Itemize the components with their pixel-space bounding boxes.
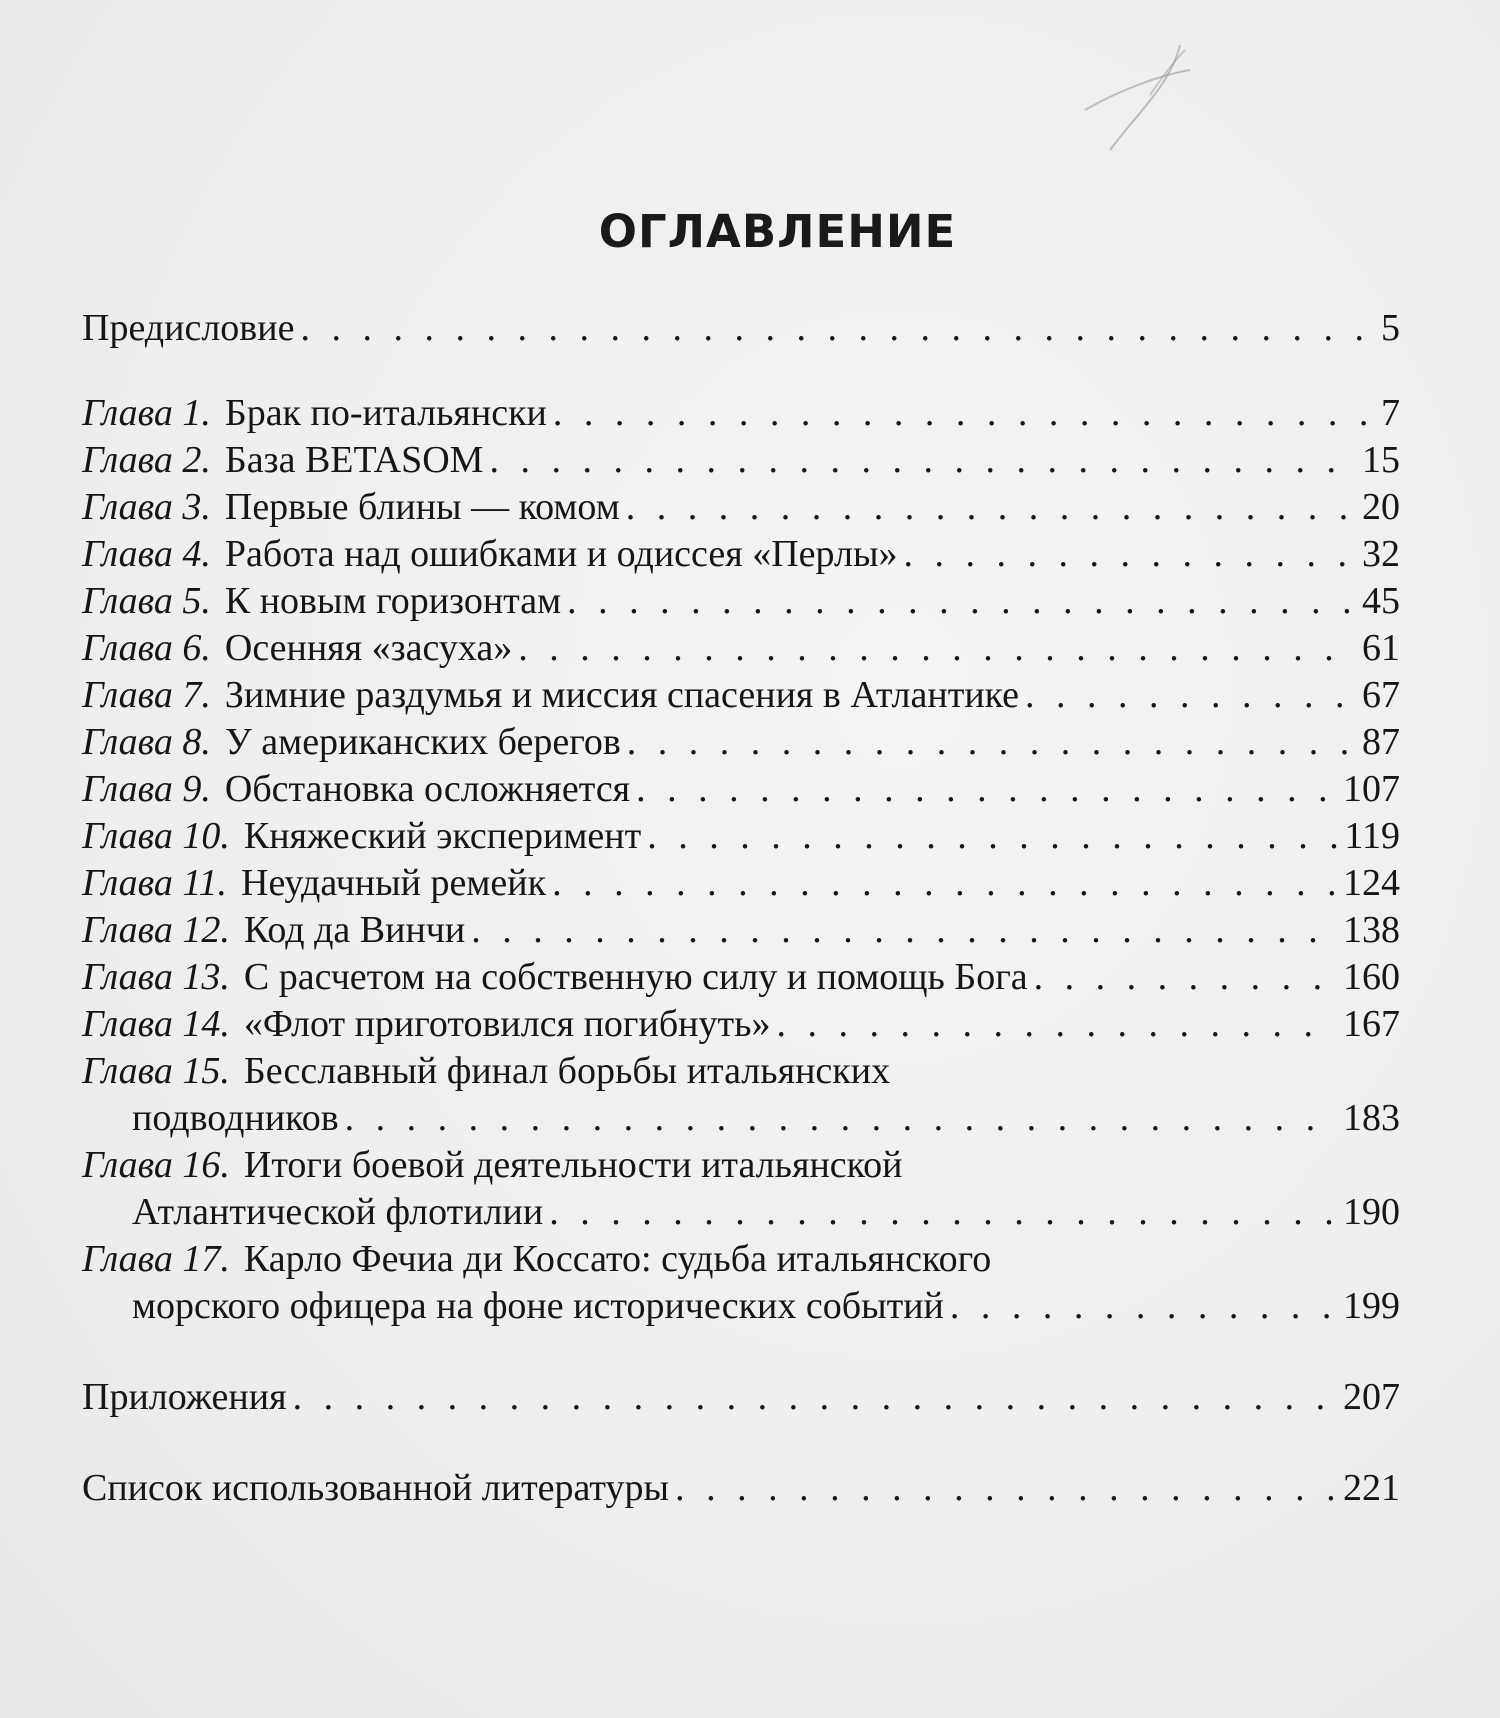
toc-page-number: 199 [1343,1285,1400,1327]
toc-entry-title: Княжеский эксперимент [243,815,642,857]
toc-page-number: 190 [1343,1191,1400,1233]
toc-entry[interactable] [82,860,1400,907]
chapter-prefix: Глава 6. [82,627,211,669]
toc-entry[interactable] [82,1236,1400,1330]
chapter-prefix: Глава 15. [82,1050,230,1092]
toc-entry-title: Брак по-итальянски [224,392,547,434]
toc-line-continuation [82,1189,1400,1236]
toc-entry-title: База BETASOM [224,439,484,481]
dot-leader [345,1095,1337,1142]
toc-entry[interactable] [82,954,1400,1001]
toc-page-number: 167 [1343,1003,1400,1045]
toc-page-number: 107 [1343,768,1400,810]
toc-entry-title: Предисловие [82,307,295,349]
toc-line [82,578,1400,625]
toc-page-number: 20 [1362,486,1400,528]
dot-leader [1025,672,1356,719]
toc-entry-title: У американских берегов [224,721,621,763]
toc-entry-title: Работа над ошибками и одиссея «Перлы» [224,533,898,575]
toc-entry-title: Зимние раздумья и миссия спасения в Атлантике [224,674,1020,716]
chapter-prefix: Глава 14. [82,1003,230,1045]
toc-line [82,1001,1400,1048]
dot-leader [1034,954,1337,1001]
chapter-prefix: Глава 5. [82,580,211,622]
toc-entry[interactable] [82,484,1400,531]
toc-page-number: 32 [1362,533,1400,575]
dot-leader [776,1001,1337,1048]
toc-entry[interactable] [82,390,1400,437]
toc-line [82,813,1400,860]
toc-entry-title: Карло Фечиа ди Коссато: судьба итальянского [243,1238,992,1280]
toc-entry-title: К новым горизонтам [224,580,562,622]
toc-line-continuation [82,1095,1400,1142]
toc-entry-title: Список использованной литературы [82,1467,670,1509]
toc-page-number: 67 [1362,674,1400,716]
toc-line [82,1374,1400,1421]
toc-page-number: 221 [1343,1467,1400,1509]
toc-entry-title: «Флот приготовился погибнуть» [243,1003,771,1045]
toc-entry[interactable] [82,1374,1400,1421]
dot-leader [567,578,1356,625]
toc-entry[interactable] [82,1001,1400,1048]
toc-entry[interactable] [82,1142,1400,1236]
chapter-prefix: Глава 8. [82,721,211,763]
chapter-prefix: Глава 2. [82,439,211,481]
chapter-prefix: Глава 3. [82,486,211,528]
toc-line [82,531,1400,578]
toc-line [82,1236,1400,1283]
toc-entry-title: Обстановка осложняется [224,768,631,810]
toc-entry-title-continued: морского офицера на фоне исторических событий [132,1285,944,1327]
toc-entry[interactable] [82,531,1400,578]
toc-entry[interactable] [82,305,1400,352]
toc-page-number: 119 [1344,815,1400,857]
dot-leader [489,437,1356,484]
toc-line [82,437,1400,484]
dot-leader [300,305,1375,352]
toc-entry-title: Первые блины — комом [224,486,620,528]
chapter-prefix: Глава 12. [82,909,230,951]
chapter-prefix: Глава 4. [82,533,211,575]
toc-line [82,1465,1400,1512]
toc-line [82,672,1400,719]
dot-leader [636,766,1337,813]
toc-entry[interactable] [82,719,1400,766]
chapter-prefix: Глава 13. [82,956,230,998]
dot-leader [626,484,1356,531]
toc-line [82,1142,1400,1189]
toc-entry-title: Бесславный финал борьбы итальянских [243,1050,891,1092]
toc-line-continuation [82,1283,1400,1330]
toc-entry-title-continued: подводников [132,1097,339,1139]
toc-line [82,954,1400,1001]
chapter-prefix: Глава 16. [82,1144,230,1186]
toc-page-number: 7 [1381,392,1400,434]
toc-entry[interactable] [82,766,1400,813]
toc-line [82,625,1400,672]
dot-leader [293,1374,1337,1421]
toc-line [82,860,1400,907]
toc-entry[interactable] [82,907,1400,954]
dot-leader [904,531,1356,578]
toc-entry[interactable] [82,813,1400,860]
toc-line [82,719,1400,766]
toc-page-number: 45 [1362,580,1400,622]
toc-entry-title: С расчетом на собственную силу и помощь Бога [243,956,1028,998]
dot-leader [471,907,1337,954]
dot-leader [675,1465,1337,1512]
toc-line [82,305,1400,352]
dot-leader [553,390,1375,437]
toc-page-number: 160 [1343,956,1400,998]
toc-page-number: 138 [1343,909,1400,951]
toc-entry-title: Итоги боевой деятельности итальянской [243,1144,903,1186]
dot-leader [627,719,1356,766]
chapter-prefix: Глава 9. [82,768,211,810]
toc-entry[interactable] [82,625,1400,672]
toc-line [82,484,1400,531]
chapter-prefix: Глава 17. [82,1238,230,1280]
dot-leader [518,625,1356,672]
toc-entry[interactable] [82,1465,1400,1512]
dot-leader [950,1283,1337,1330]
toc-page-number: 15 [1362,439,1400,481]
toc-entry-title: Приложения [82,1376,287,1418]
toc-page-number: 5 [1381,307,1400,349]
section-spacer [82,352,1400,390]
table-of-contents [82,305,1400,1512]
toc-entry[interactable] [82,1048,1400,1142]
toc-page-number: 124 [1343,862,1400,904]
page-title: ОГЛАВЛЕНИЕ [598,205,957,258]
toc-page-number: 183 [1343,1097,1400,1139]
dot-leader [647,813,1338,860]
toc-line [82,907,1400,954]
toc-entry-title: Код да Винчи [243,909,466,951]
toc-entry[interactable] [82,672,1400,719]
toc-entry-title: Неудачный ремейк [241,862,547,904]
section-spacer [82,1330,1400,1374]
toc-page-number: 207 [1343,1376,1400,1418]
chapter-prefix: Глава 1. [82,392,211,434]
chapter-prefix: Глава 10. [82,815,230,857]
chapter-prefix: Глава 7. [82,674,211,716]
toc-page-number: 61 [1362,627,1400,669]
toc-page-number: 87 [1362,721,1400,763]
dot-leader [549,1189,1337,1236]
chapter-prefix: Глава 11. [82,862,228,904]
section-spacer [82,1421,1400,1465]
toc-entry-title: Осенняя «засуха» [224,627,513,669]
toc-entry[interactable] [82,578,1400,625]
toc-line [82,1048,1400,1095]
toc-entry-title-continued: Атлантической флотилии [132,1191,544,1233]
toc-entry[interactable] [82,437,1400,484]
toc-line [82,390,1400,437]
dot-leader [552,860,1337,907]
toc-line [82,766,1400,813]
